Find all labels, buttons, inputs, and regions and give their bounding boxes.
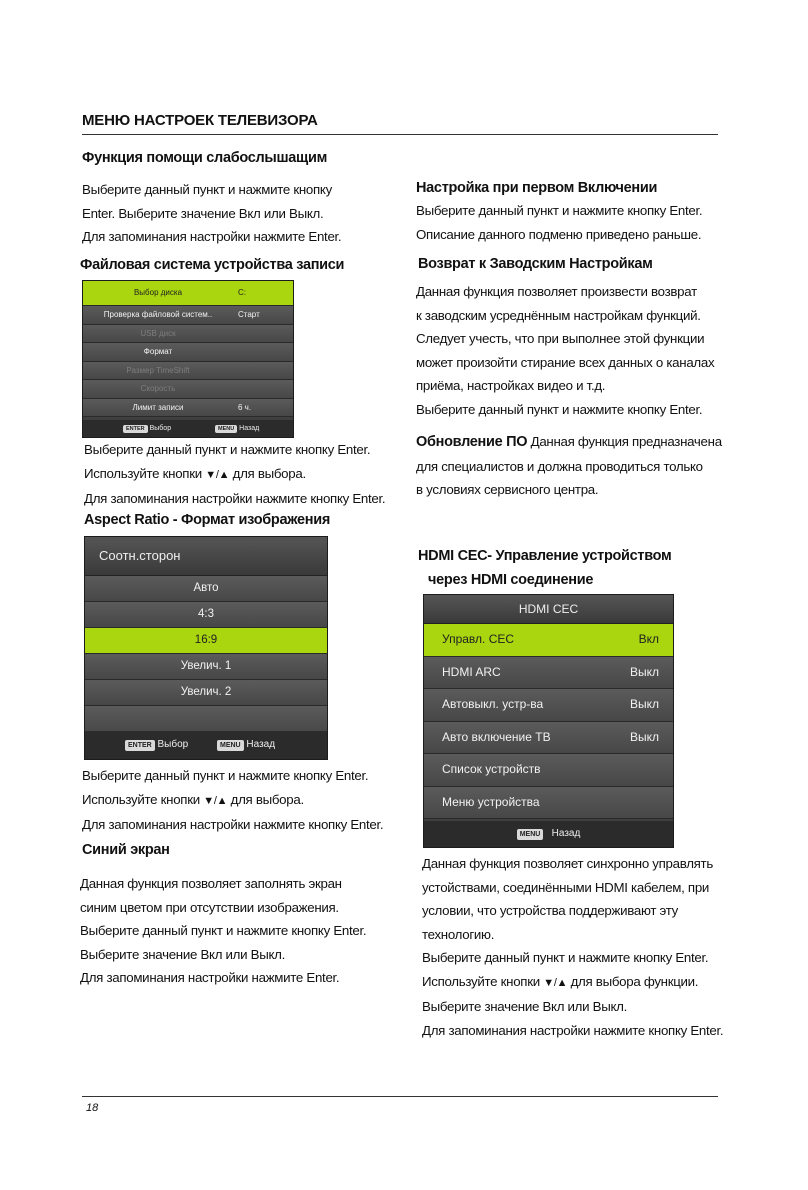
factory-text: [416, 280, 714, 421]
text-line: Выберите данный пункт и нажмите кнопку: [82, 182, 332, 197]
menu-row-label: Меню устройства: [442, 794, 540, 809]
menu-row: [83, 343, 293, 362]
menu-row: [83, 362, 293, 381]
text-line: Выберите значение Вкл или Выкл.: [422, 999, 628, 1014]
menu-row: [83, 380, 293, 399]
menu-row-label: Выбор диска: [133, 288, 183, 297]
text-line: Используйте кнопки ▼/▲ для выбора.: [82, 791, 304, 807]
menu-row: [83, 281, 293, 306]
filesystem-text: [84, 438, 385, 511]
menu-key-icon: MENU: [217, 740, 244, 751]
text-line: Обновление ПО Данная функция предназначена: [416, 434, 722, 450]
menu-item: Авто: [85, 576, 327, 602]
text-line: условии, что устройства поддерживают эту: [422, 903, 679, 918]
text-line: Выберите данный пункт и нажмите кнопку Enter.: [422, 950, 709, 965]
bluescreen-heading: Синий экран: [82, 842, 170, 858]
menu-row-label: Формат: [143, 347, 173, 356]
aspect-heading: Aspect Ratio - Формат изображения: [84, 512, 331, 528]
filesystem-heading: Файловая система устройства записи: [80, 257, 345, 273]
text-line: Для запоминания настройки нажмите кнопку Enter.: [82, 817, 384, 832]
menu-row: [83, 325, 293, 344]
text-line: Данная функция позволяет произвести возврат: [416, 284, 697, 299]
footer-rule: [82, 1096, 718, 1097]
bluescreen-text: [80, 872, 366, 990]
menu-row-value: Выкл: [629, 729, 659, 744]
menu-row-label: Скорость: [140, 384, 176, 393]
menu-row: [424, 624, 673, 657]
text-line: приёма, настройках видео и т.д.: [416, 378, 606, 393]
menu-row: [424, 657, 673, 690]
menu-row: [424, 689, 673, 722]
menu-row-label: USB диск: [140, 328, 176, 338]
text-line: может произойти стирание всех данных о каналах: [416, 354, 715, 370]
menu-item: Увелич. 1: [85, 654, 327, 680]
menu-item: 16:9: [85, 628, 327, 654]
text-line: Для запоминания настройки нажмите кнопку Enter.: [422, 1022, 724, 1038]
hearing-heading: Функция помощи слабослышащим: [82, 150, 328, 166]
firstrun-text: [416, 199, 702, 246]
back-label: Назад: [239, 425, 260, 432]
aspect-menu-screenshot: [84, 536, 328, 760]
text-line: Выберите значение Вкл или Выкл.: [80, 946, 286, 962]
menu-title: HDMI CEC: [424, 595, 673, 624]
menu-row-value: Выкл: [629, 697, 659, 711]
menu-row: [424, 722, 673, 755]
arrow-keys-icon: ▼/▲: [203, 794, 228, 807]
page-title: МЕНЮ НАСТРОЕК ТЕЛЕВИЗОРА: [82, 112, 318, 129]
menu-item: Увелич. 2: [85, 680, 327, 706]
menu-row-value: C:: [238, 288, 246, 297]
text-line: Для запоминания настройки нажмите Enter.: [82, 229, 342, 244]
text-line: Для запоминания настройки нажмите кнопку Enter.: [84, 491, 386, 506]
menu-row: [83, 306, 293, 325]
hdmi-cec-menu-screenshot: [423, 594, 674, 848]
menu-key-icon: MENU: [517, 829, 544, 840]
menu-row-label: Проверка файловой систем..: [103, 310, 213, 319]
menu-row-label: HDMI ARC: [442, 664, 501, 679]
text-line: Данная функция позволяет синхронно управлять: [422, 856, 713, 871]
menu-footer: [83, 420, 293, 437]
header-rule: [82, 134, 718, 135]
text-line: синим цветом при отсутствии изображения.: [80, 899, 339, 915]
text-line: Выберите данный пункт и нажмите кнопку Enter.: [84, 442, 371, 457]
select-label: Выбор: [157, 739, 189, 750]
menu-row-label: Список устройств: [442, 762, 541, 776]
aspect-text: [82, 764, 383, 837]
menu-row-label: Размер TimeShift: [126, 365, 190, 375]
menu-row-label: Авто включение ТВ: [442, 729, 551, 744]
arrow-keys-icon: ▼/▲: [205, 468, 230, 481]
menu-row-label: Автовыкл. устр-ва: [442, 697, 544, 711]
text-line: Следует учесть, что при выполнее этой функции: [416, 331, 705, 346]
text-line: Используйте кнопки ▼/▲ для выбора.: [84, 465, 306, 481]
text-line: Для запоминания настройки нажмите Enter.: [80, 970, 340, 985]
text-line: технологию.: [422, 926, 495, 942]
text-line: Описание данного подменю приведено раньше.: [416, 226, 702, 242]
back-label: Назад: [551, 828, 581, 839]
menu-row-value: Выкл: [629, 664, 659, 679]
hdmi-text: [422, 852, 723, 1042]
text-line: Выберите данный пункт и нажмите кнопку Enter.: [416, 203, 703, 218]
text-line: Выберите данный пункт и нажмите кнопку Enter.: [82, 768, 369, 783]
hdmi-heading-line2: через HDMI соединение: [428, 572, 594, 588]
menu-item: 4:3: [85, 602, 327, 628]
text-line: Используйте кнопки ▼/▲ для выбора функции.: [422, 973, 699, 989]
filesystem-menu-screenshot: [82, 280, 294, 438]
menu-row-label: Управл. CEC: [442, 632, 515, 646]
menu-key-icon: MENU: [215, 425, 237, 433]
menu-footer: [424, 821, 673, 847]
menu-title: Соотн.сторон: [85, 537, 327, 576]
menu-row-value: Вкл: [638, 632, 659, 646]
enter-key-icon: ENTER: [125, 740, 155, 751]
firstrun-heading: Настройка при первом Включении: [416, 180, 658, 196]
text-line: для специалистов и должна проводиться только: [416, 458, 703, 474]
menu-row: [424, 787, 673, 820]
update-heading: Обновление ПО: [416, 434, 528, 450]
text-line: Enter. Выберите значение Вкл или Выкл.: [82, 205, 324, 221]
text-line: к заводским усреднённым настройкам функций.: [416, 307, 701, 323]
hearing-text: [82, 178, 341, 249]
arrow-keys-icon: ▼/▲: [543, 976, 568, 989]
factory-heading: Возврат к Заводским Настройкам: [418, 256, 653, 272]
text-line: Данная функция позволяет заполнять экран: [80, 876, 342, 891]
menu-row-value: Старт: [238, 310, 260, 319]
text-line: Выберите данный пункт и нажмите кнопку Enter.: [416, 401, 703, 417]
menu-row: [83, 399, 293, 418]
enter-key-icon: ENTER: [123, 425, 148, 433]
hdmi-heading: HDMI CEC- Управление устройством: [418, 548, 672, 564]
menu-row: [424, 754, 673, 787]
menu-footer: [85, 731, 327, 759]
menu-row-value: 6 ч.: [238, 402, 252, 412]
menu-row-label: Лимит записи: [132, 402, 184, 412]
text-line: в условиях сервисного центра.: [416, 482, 599, 497]
text-line: устойствами, соединёнными HDMI кабелем, при: [422, 879, 710, 895]
text-line: Выберите данный пункт и нажмите кнопку Enter.: [80, 923, 367, 938]
select-label: Выбор: [149, 425, 172, 432]
back-label: Назад: [246, 739, 276, 750]
update-section: [416, 430, 722, 502]
page-number: 18: [86, 1102, 99, 1114]
